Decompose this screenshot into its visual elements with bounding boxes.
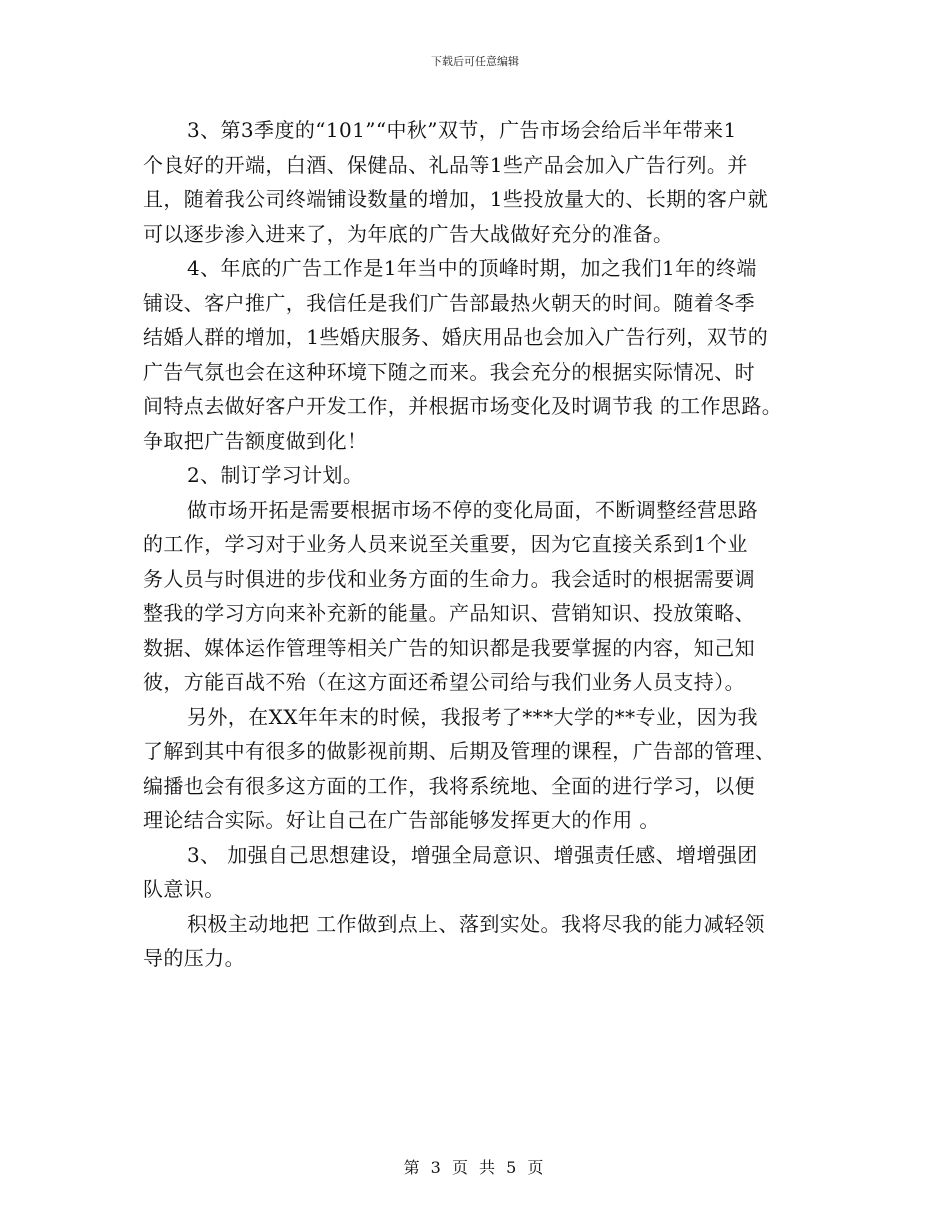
paragraph-q3-outlook [143,113,815,251]
text-line: 的工作，学习对于业务人员来说至关重要，因为它直接关系到1个业 [143,532,748,556]
text-line: 结婚人群的增加，1些婚庆服务、婚庆用品也会加入广告行列，双节的 [143,325,769,349]
text-line: 个良好的开端，白酒、保健品、礼品等1些产品会加入广告行列。并 [143,152,748,177]
text-line: 编播也会有很多这方面的工作，我将系统地、全面的进行学习，以便 [143,773,755,798]
paragraph-proactive-work [143,907,815,976]
section-heading-ideology [143,838,815,907]
text-line: 2、制订学习计划。 [187,463,364,487]
text-line: 理论结合实际。好让自己在广告部能够发挥更大的作用 。 [143,808,660,832]
text-line: 3、第3季度的“101”“中秋”双节，广告市场会给后半年带来1 [187,118,737,142]
text-line: 广告气氛也会在这种环境下随之而来。我会充分的根据实际情况、时 [143,359,755,384]
text-line: 间特点去做好客户开发工作，并根据市场变化及时调节我 的工作思路。 [143,394,783,418]
text-line: 可以逐步渗入进来了，为年底的广告大战做好充分的准备。 [143,221,674,246]
text-line: 争取把广告额度做到化！ [143,428,368,453]
paragraph-study-importance [143,493,815,700]
text-line: 彼，方能百战不殆（在这方面还希望公司给与我们业务人员支持）。 [143,670,745,694]
text-line: 3、 加强自己思想建设，增强全局意识、增强责任感、增增强团 [187,842,758,867]
text-line: 且，随着我公司终端铺设数量的增加，1些投放量大的、长期的客户就 [143,187,769,211]
page-header: 下载后可任意编辑 [431,55,519,68]
section-heading-study-plan [143,458,815,493]
paragraph-university-study [143,700,815,838]
text-line: 数据、媒体运作管理等相关广告的知识都是我要掌握的内容，知己知 [143,635,755,660]
document-body [143,113,815,976]
text-line: 另外，在XX年年末的时候，我报考了***大学的**专业，因为我 [187,704,758,729]
text-line: 铺设、客户推广，我信任是我们广告部最热火朝天的时间。随着冬季 [143,290,755,315]
text-line: 了解到其中有很多的做影视前期、后期及管理的课程，广告部的管理、 [143,739,776,763]
text-line: 导的压力。 [143,946,245,970]
text-line: 队意识。 [143,877,225,901]
page-number-footer: 第 3 页 共 5 页 [403,1158,547,1177]
text-line: 做市场开拓是需要根据市场不停的变化局面，不断调整经营思路 [187,497,759,522]
text-line: 4、年底的广告工作是1年当中的顶峰时期，加之我们1年的终端 [187,256,757,280]
text-line: 积极主动地把 工作做到点上、落到实处。我将尽我的能力减轻领 [187,911,765,936]
text-line: 务人员与时俱进的步伐和业务方面的生命力。我会适时的根据需要调 [143,566,755,591]
text-line: 整我的学习方向来补充新的能量。产品知识、营销知识、投放策略、 [143,601,755,625]
paragraph-year-end-outlook [143,251,815,458]
